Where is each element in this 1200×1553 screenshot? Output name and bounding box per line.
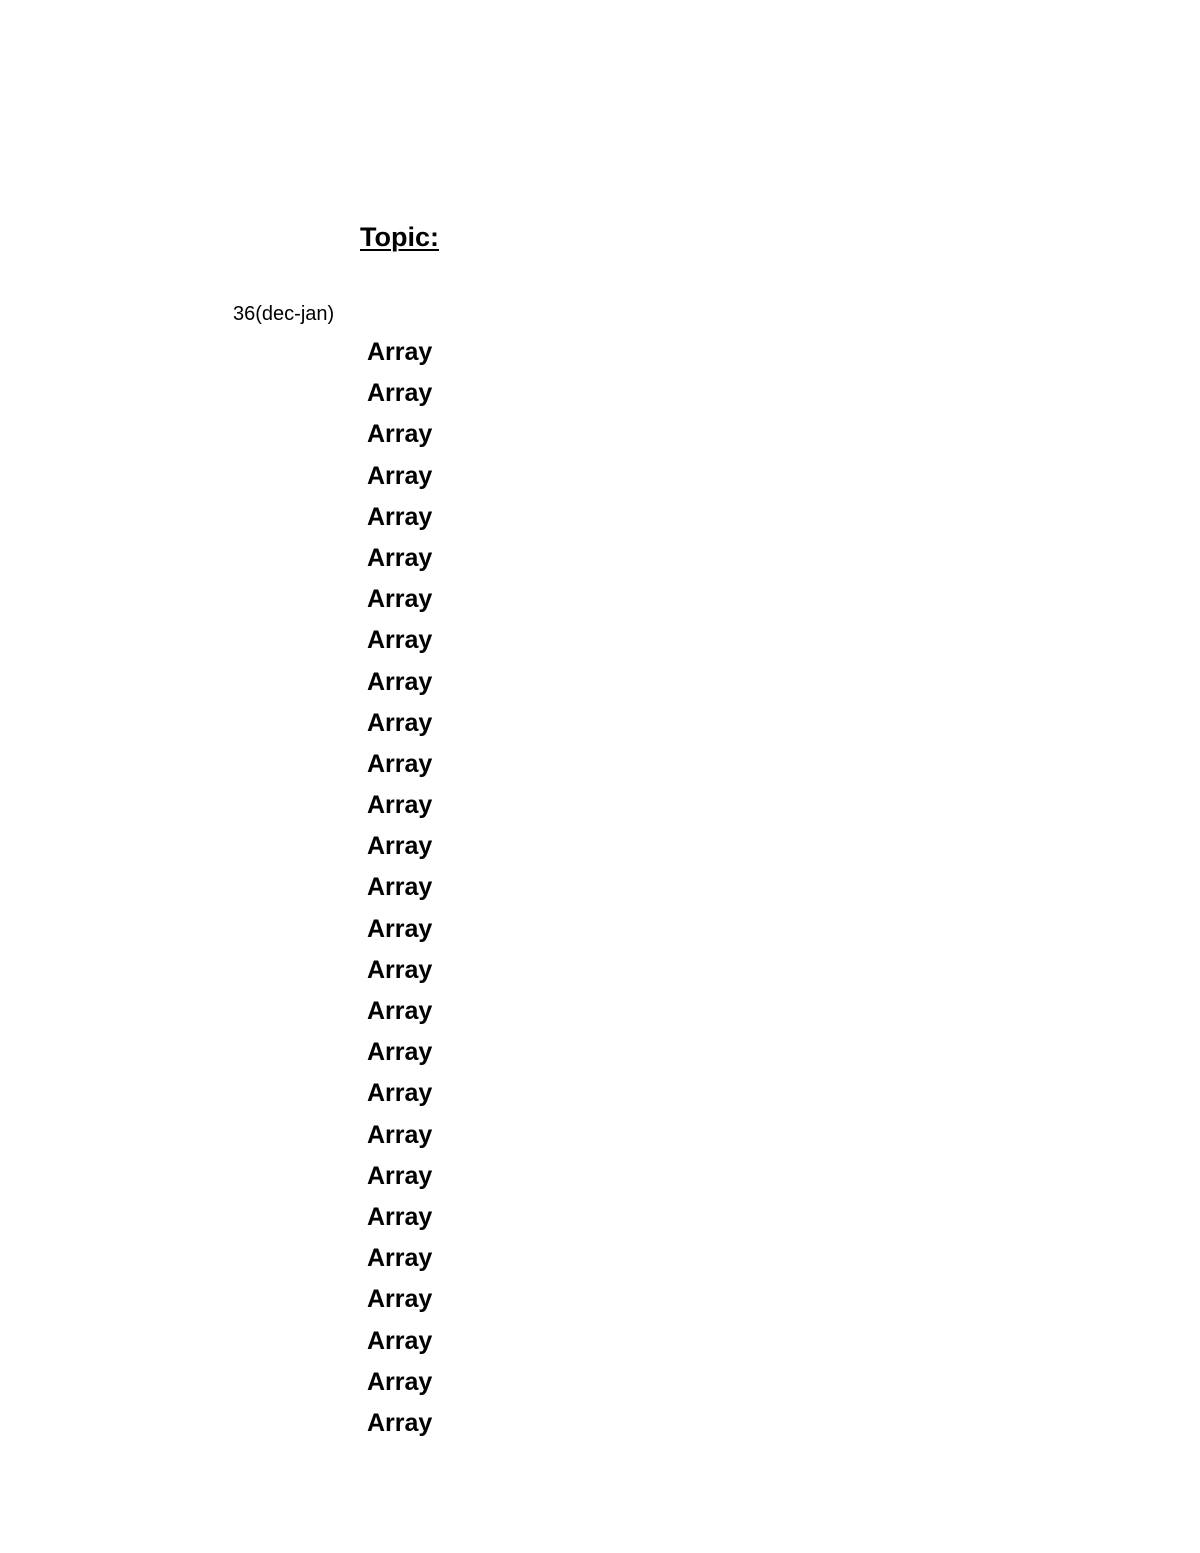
row-topic: Array: [367, 832, 433, 861]
table-row: [0, 377, 600, 418]
row-topic: Array: [367, 1038, 433, 1067]
row-topic: Array: [367, 585, 433, 614]
row-topic: Array: [367, 379, 433, 408]
table-row: [0, 501, 600, 542]
table-row: [0, 418, 600, 459]
table-row: [0, 830, 600, 871]
table-row: [0, 789, 600, 830]
row-topic: Array: [367, 1120, 433, 1149]
row-topic: Array: [367, 1326, 433, 1355]
row-topic: Array: [367, 543, 433, 572]
table-row: [0, 336, 600, 377]
row-topic: Array: [367, 420, 433, 449]
row-topic: Array: [367, 1244, 433, 1273]
row-topic: Array: [367, 338, 433, 366]
table-row: [0, 1407, 600, 1448]
table-row: [0, 1325, 600, 1366]
row-topic: Array: [367, 914, 433, 943]
row-topic: Array: [367, 626, 433, 655]
row-topic: Array: [367, 749, 433, 778]
row-topic: Array: [367, 1079, 433, 1108]
row-topic: Array: [367, 1408, 433, 1437]
table-row: [0, 1366, 600, 1407]
row-topic: Array: [367, 461, 433, 490]
table-row: [0, 995, 600, 1036]
row-topic: Array: [367, 791, 433, 820]
topic-list: [0, 336, 600, 1448]
row-topic: Array: [367, 667, 433, 696]
table-row: [0, 1242, 600, 1283]
table-row: [0, 542, 600, 583]
row-topic: Array: [367, 502, 433, 531]
table-row: [0, 1119, 600, 1160]
page-title: Topic:: [360, 222, 439, 252]
table-row: [0, 871, 600, 912]
table-row: [0, 954, 600, 995]
row-topic: Array: [367, 1367, 433, 1396]
row-topic: Array: [367, 1285, 433, 1314]
row-topic: Array: [367, 1202, 433, 1231]
table-row: [0, 748, 600, 789]
table-row: [0, 707, 600, 748]
row-topic: Array: [367, 997, 433, 1025]
table-row: [0, 666, 600, 707]
row-topic: Array: [367, 1161, 433, 1190]
table-row: [0, 1036, 600, 1077]
column-subheading: 36(dec-jan): [233, 303, 335, 325]
table-row: [0, 1077, 600, 1118]
table-row: [0, 624, 600, 665]
table-row: [0, 1201, 600, 1242]
row-topic: Array: [367, 955, 433, 984]
table-row: [0, 1160, 600, 1201]
table-row: [0, 1283, 600, 1324]
table-row: [0, 460, 600, 501]
row-topic: Array: [367, 873, 433, 902]
row-topic: Array: [367, 708, 433, 737]
table-row: [0, 583, 600, 624]
table-row: [0, 913, 600, 954]
